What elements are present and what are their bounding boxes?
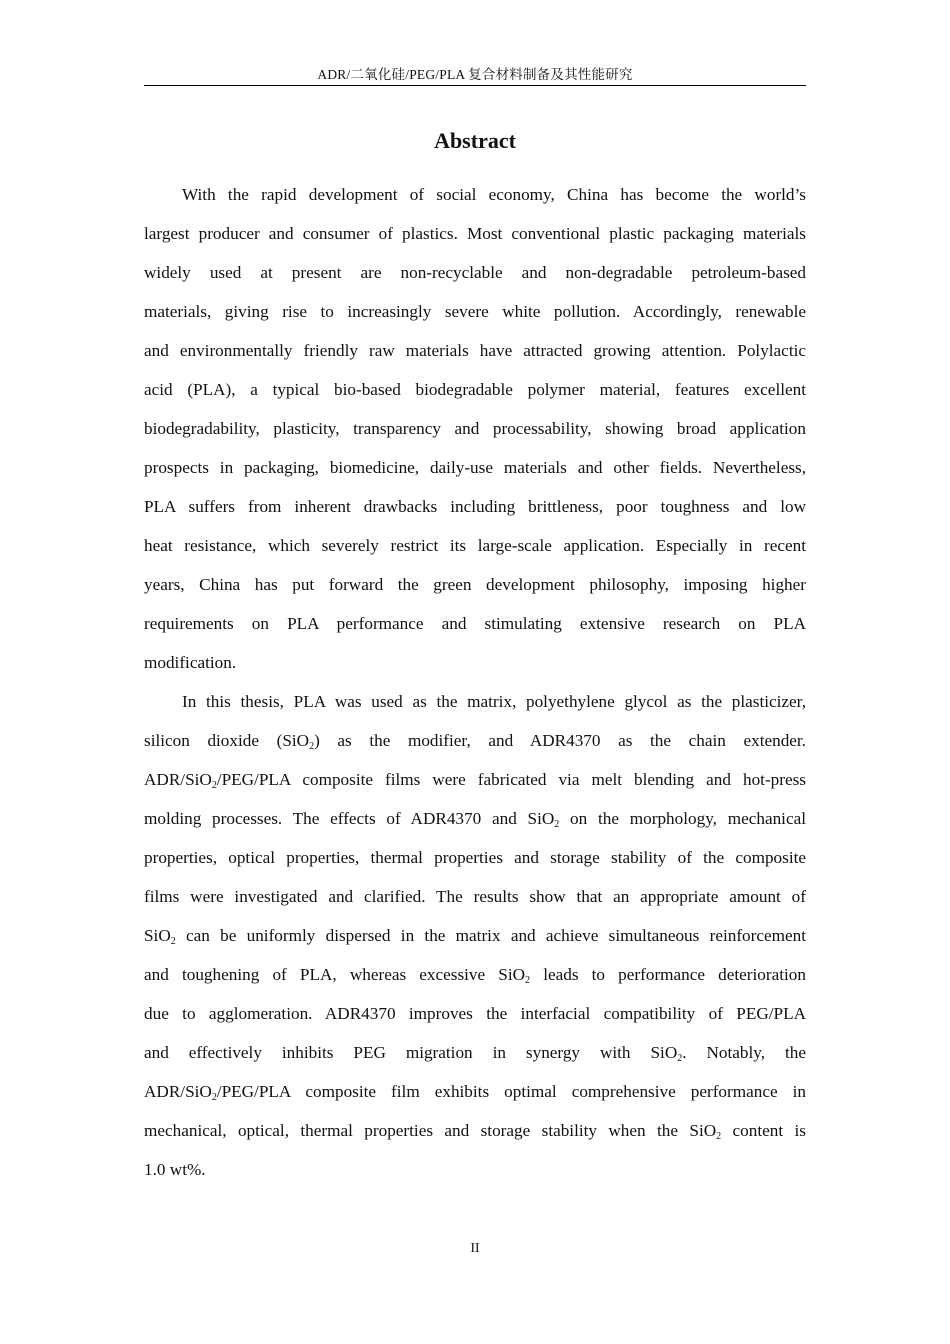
abstract-paragraph-1 [144, 175, 806, 682]
text-line: silicon dioxide (SiO$_2$) as the modifier, and ADR4370 as the chain extender. [144, 731, 806, 752]
text-line: films were investigated and clarified. The results show that an appropriate amount of [144, 887, 806, 906]
text-line: With the rapid development of social economy, China has become the world’s [182, 185, 806, 204]
text-line: ADR/SiO$_2$/PEG/PLA composite films were fabricated via melt blending and hot-press [144, 770, 806, 791]
text-line: heat resistance, which severely restrict its large-scale application. Especially in recent [144, 536, 806, 555]
running-header: ADR/二氧化硅/PEG/PLA 复合材料制备及其性能研究 [317, 67, 633, 82]
text-line: biodegradability, plasticity, transparency and processability, showing broad application [144, 419, 806, 438]
text-line: modification. [144, 653, 237, 672]
text-line: and toughening of PLA, whereas excessive SiO$_2$ leads to performance deterioration [144, 965, 806, 986]
header-rule [144, 85, 806, 86]
page-number: II [470, 1240, 480, 1255]
text-line: In this thesis, PLA was used as the matrix, polyethylene glycol as the plasticizer, [182, 692, 806, 711]
text-line: acid (PLA), a typical bio-based biodegradable polymer material, features excellent [144, 380, 806, 399]
abstract-body [144, 175, 806, 1189]
text-line: and effectively inhibits PEG migration in synergy with SiO$_2$. Notably, the [144, 1043, 806, 1064]
abstract-title: Abstract [434, 128, 516, 153]
abstract-paragraph-2 [144, 682, 806, 1189]
text-line: prospects in packaging, biomedicine, daily-use materials and other fields. Nevertheless, [144, 458, 806, 477]
text-line: SiO$_2$ can be uniformly dispersed in the matrix and achieve simultaneous reinforcement [144, 926, 806, 947]
text-line: materials, giving rise to increasingly severe white pollution. Accordingly, renewable [144, 302, 806, 321]
text-line: properties, optical properties, thermal properties and storage stability of the composite [144, 848, 806, 867]
text-line: 1.0 wt%. [144, 1160, 206, 1179]
text-line: requirements on PLA performance and stimulating extensive research on PLA [144, 614, 806, 633]
text-line: ADR/SiO$_2$/PEG/PLA composite film exhibits optimal comprehensive performance in [144, 1082, 806, 1103]
text-line: PLA suffers from inherent drawbacks including brittleness, poor toughness and low [144, 497, 806, 516]
text-line: years, China has put forward the green development philosophy, imposing higher [144, 575, 806, 594]
text-line: mechanical, optical, thermal properties and storage stability when the SiO$_2$ content is [144, 1121, 806, 1142]
text-line: widely used at present are non-recyclable and non-degradable petroleum-based [144, 263, 806, 282]
text-line: largest producer and consumer of plastics. Most conventional plastic packaging materials [144, 224, 806, 243]
text-line: due to agglomeration. ADR4370 improves the interfacial compatibility of PEG/PLA [144, 1004, 806, 1023]
text-line: molding processes. The effects of ADR4370 and SiO$_2$ on the morphology, mechanical [144, 809, 806, 830]
text-line: and environmentally friendly raw materials have attracted growing attention. Polylactic [144, 341, 806, 360]
